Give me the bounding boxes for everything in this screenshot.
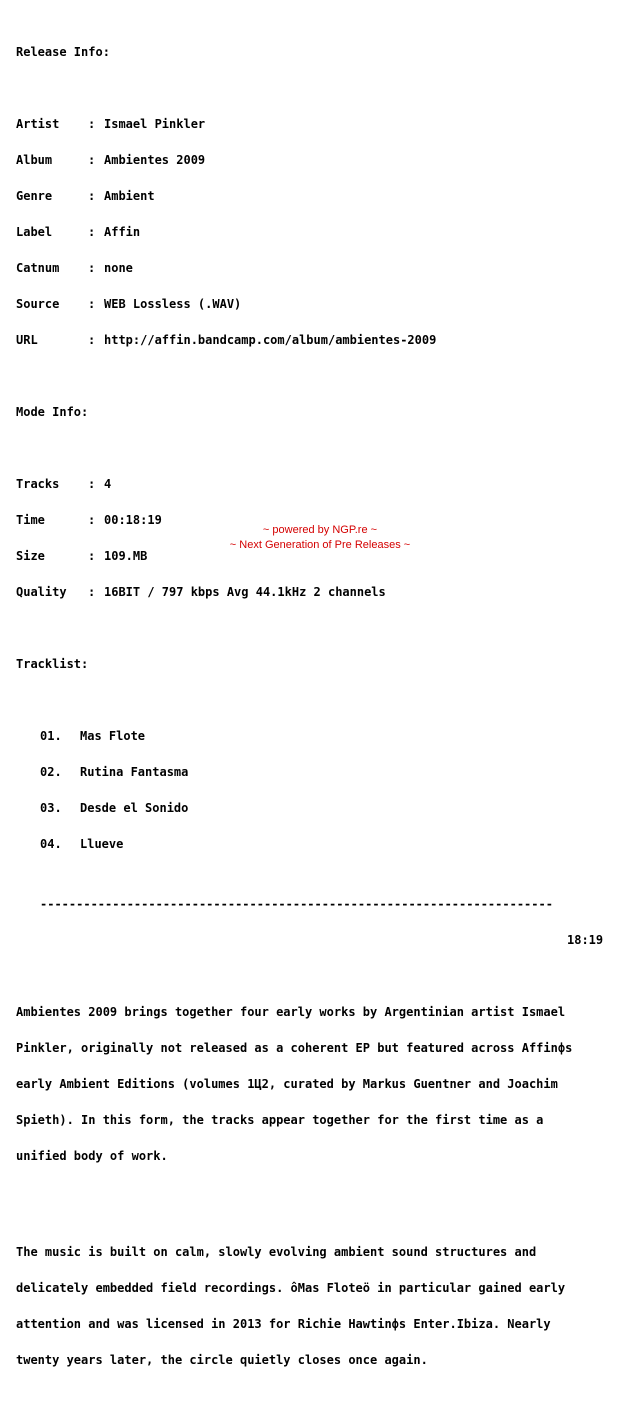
track-title: Rutina Fantasma (80, 765, 189, 779)
track-item (16, 730, 608, 742)
nfo-document (16, 22, 608, 1402)
description-line: early Ambient Editions (volumes 1Ц2, curated by Markus Guentner and Joachim (16, 1077, 558, 1091)
field-key: Genre (16, 189, 53, 203)
field-separator: : (88, 585, 96, 599)
mode-field-tracks (16, 478, 608, 490)
field-key: Quality (16, 585, 67, 599)
field-key: URL (16, 333, 38, 347)
mode-info-heading: Mode Info: (16, 405, 89, 419)
field-separator: : (88, 297, 96, 311)
track-title: Mas Flote (80, 729, 146, 743)
field-value: Ismael Pinkler (104, 117, 206, 131)
field-separator: : (88, 225, 96, 239)
track-number: 04. (40, 837, 62, 851)
description-paragraph-2 (16, 1222, 608, 1390)
field-separator: : (88, 189, 96, 203)
field-key: Album (16, 153, 53, 167)
total-duration: 18:19 (567, 933, 604, 947)
field-separator: : (88, 477, 96, 491)
field-key: Source (16, 297, 60, 311)
track-number: 02. (40, 765, 62, 779)
description-line: unified body of work. (16, 1149, 168, 1163)
field-separator: : (88, 261, 96, 275)
footer-powered-by: ~ powered by NGP.re ~ (262, 524, 378, 536)
field-key: Catnum (16, 261, 60, 275)
description-line: The music is built on calm, slowly evolving ambient sound structures and (16, 1245, 537, 1259)
field-value: Affin (104, 225, 141, 239)
description-line: Spieth). In this form, the tracks appear together for the first time as a (16, 1113, 544, 1127)
field-value: 4 (104, 477, 112, 491)
release-field-label (16, 226, 608, 238)
description-line: Ambientes 2009 brings together four early works by Argentinian artist Ismael (16, 1005, 566, 1019)
release-info-heading: Release Info: (16, 45, 110, 59)
release-field-url (16, 334, 608, 346)
field-key: Time (16, 513, 45, 527)
field-separator: : (88, 513, 96, 527)
footer-credits (0, 523, 640, 553)
release-field-genre (16, 190, 608, 202)
track-item (16, 838, 608, 850)
description-line: delicately embedded field recordings. ôMas Floteö in particular gained early (16, 1281, 566, 1295)
description-line: Pinkler, originally not released as a coherent EP but featured across Affinфs (16, 1041, 573, 1055)
field-separator: : (88, 549, 96, 563)
track-item (16, 802, 608, 814)
field-separator: : (88, 153, 96, 167)
release-field-catnum (16, 262, 608, 274)
track-number: 03. (40, 801, 62, 815)
field-key: Label (16, 225, 53, 239)
footer-tagline: ~ Next Generation of Pre Releases ~ (229, 539, 411, 551)
field-value: none (104, 261, 133, 275)
release-field-artist (16, 118, 608, 130)
track-list (16, 706, 608, 874)
track-item (16, 766, 608, 778)
field-value: WEB Lossless (.WAV) (104, 297, 242, 311)
field-value: 109.MB (104, 549, 148, 563)
field-key: Tracks (16, 477, 60, 491)
description-line: twenty years later, the circle quietly closes once again. (16, 1353, 428, 1367)
field-key: Artist (16, 117, 60, 131)
release-field-album (16, 154, 608, 166)
field-key: Size (16, 549, 45, 563)
field-separator: : (88, 117, 96, 131)
field-value: 00:18:19 (104, 513, 162, 527)
tracklist-heading: Tracklist: (16, 657, 89, 671)
release-info-list (16, 94, 608, 370)
track-number: 01. (40, 729, 62, 743)
field-value: http://affin.bandcamp.com/album/ambientes-2009 (104, 333, 437, 347)
description-line: attention and was licensed in 2013 for Richie Hawtinфs Enter.Ibiza. Nearly (16, 1317, 551, 1331)
field-separator: : (88, 333, 96, 347)
mode-field-quality (16, 586, 608, 598)
track-title: Llueve (80, 837, 124, 851)
release-field-source (16, 298, 608, 310)
field-value: Ambient (104, 189, 155, 203)
track-title: Desde el Sonido (80, 801, 189, 815)
field-value: Ambientes 2009 (104, 153, 206, 167)
description-paragraph-1 (16, 982, 608, 1186)
tracklist-divider: ----------------------------------------------------------------------- (40, 897, 553, 911)
field-value: 16BIT / 797 kbps Avg 44.1kHz 2 channels (104, 585, 386, 599)
